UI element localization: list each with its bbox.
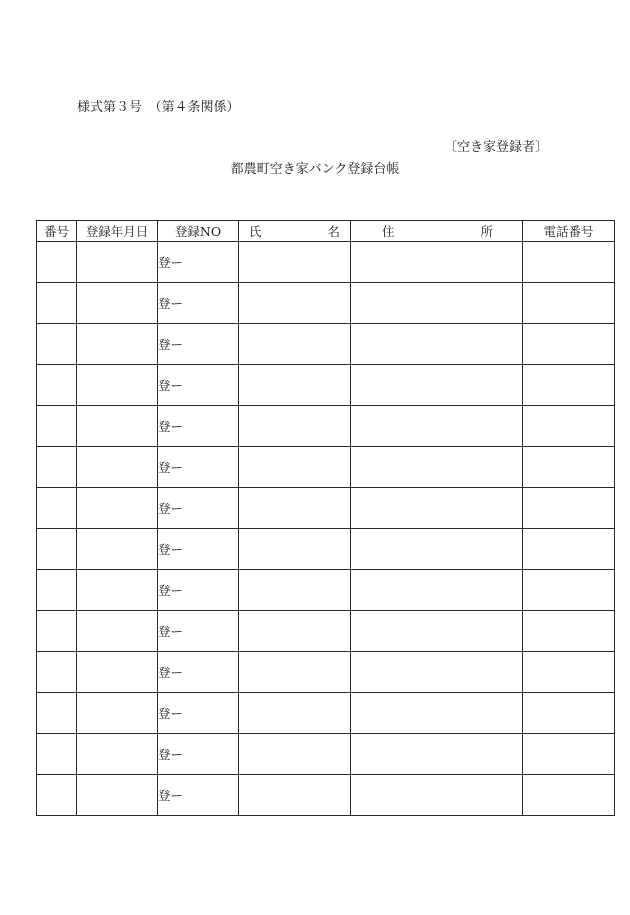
cell-address (351, 324, 523, 365)
cell-name (239, 611, 351, 652)
cell-address (351, 734, 523, 775)
register-table-header (37, 221, 615, 242)
header-address-part: 所 (480, 224, 493, 239)
cell-name (239, 283, 351, 324)
cell-phone (523, 652, 615, 693)
cell-reg-no: 登ー (158, 652, 239, 693)
cell-phone (523, 324, 615, 365)
cell-address (351, 529, 523, 570)
table-row (37, 693, 615, 734)
table-row (37, 570, 615, 611)
table-row (37, 365, 615, 406)
table-row (37, 775, 615, 816)
cell-phone (523, 242, 615, 283)
table-row (37, 324, 615, 365)
header-row (37, 221, 615, 242)
cell-address (351, 365, 523, 406)
cell-reg-no: 登ー (158, 611, 239, 652)
header-number: 番号 (37, 221, 77, 242)
cell-reg-no: 登ー (158, 693, 239, 734)
document-title: 都農町空き家バンク登録台帳 (230, 162, 400, 177)
cell-name (239, 242, 351, 283)
cell-number (37, 447, 77, 488)
cell-reg-no: 登ー (158, 324, 239, 365)
header-address-part: 住 (382, 224, 395, 239)
cell-number (37, 365, 77, 406)
cell-address (351, 693, 523, 734)
cell-address (351, 570, 523, 611)
cell-phone (523, 570, 615, 611)
cell-name (239, 488, 351, 529)
cell-name (239, 324, 351, 365)
cell-date (77, 447, 158, 488)
cell-number (37, 283, 77, 324)
cell-number (37, 611, 77, 652)
cell-reg-no: 登ー (158, 283, 239, 324)
cell-name (239, 775, 351, 816)
table-row (37, 242, 615, 283)
header-name-label (239, 222, 350, 240)
cell-phone (523, 283, 615, 324)
cell-phone (523, 447, 615, 488)
cell-number (37, 693, 77, 734)
header-name (239, 221, 351, 242)
cell-date (77, 611, 158, 652)
cell-phone (523, 775, 615, 816)
cell-phone (523, 693, 615, 734)
cell-number (37, 406, 77, 447)
cell-number (37, 488, 77, 529)
table-row (37, 283, 615, 324)
cell-name (239, 693, 351, 734)
table-row (37, 611, 615, 652)
cell-name (239, 734, 351, 775)
cell-name (239, 570, 351, 611)
table-row (37, 488, 615, 529)
cell-phone (523, 611, 615, 652)
cell-number (37, 324, 77, 365)
cell-date (77, 570, 158, 611)
cell-phone (523, 529, 615, 570)
header-address-label (351, 222, 522, 240)
header-phone: 電話番号 (523, 221, 615, 242)
header-name-part: 名 (327, 224, 340, 239)
form-number-label: 様式第３号 （第４条関係） (77, 100, 240, 115)
cell-phone (523, 488, 615, 529)
cell-reg-no: 登ー (158, 775, 239, 816)
table-row (37, 734, 615, 775)
cell-address (351, 775, 523, 816)
cell-reg-no: 登ー (158, 529, 239, 570)
cell-address (351, 488, 523, 529)
cell-name (239, 652, 351, 693)
register-table (36, 220, 615, 816)
header-registration-no: 登録NO (158, 221, 239, 242)
cell-date (77, 775, 158, 816)
register-table-body (37, 242, 615, 816)
cell-name (239, 365, 351, 406)
cell-name (239, 447, 351, 488)
cell-reg-no: 登ー (158, 406, 239, 447)
table-row (37, 447, 615, 488)
cell-name (239, 406, 351, 447)
cell-reg-no: 登ー (158, 365, 239, 406)
cell-phone (523, 734, 615, 775)
cell-date (77, 693, 158, 734)
cell-address (351, 611, 523, 652)
header-name-part: 氏 (249, 224, 262, 239)
cell-date (77, 488, 158, 529)
cell-address (351, 447, 523, 488)
cell-reg-no: 登ー (158, 734, 239, 775)
cell-phone (523, 406, 615, 447)
cell-address (351, 283, 523, 324)
cell-date (77, 283, 158, 324)
table-row (37, 529, 615, 570)
cell-number (37, 242, 77, 283)
cell-number (37, 652, 77, 693)
table-row (37, 652, 615, 693)
cell-date (77, 324, 158, 365)
cell-address (351, 652, 523, 693)
cell-reg-no: 登ー (158, 242, 239, 283)
table-row (37, 406, 615, 447)
cell-address (351, 242, 523, 283)
cell-name (239, 529, 351, 570)
cell-address (351, 406, 523, 447)
cell-reg-no: 登ー (158, 447, 239, 488)
cell-date (77, 529, 158, 570)
cell-reg-no: 登ー (158, 488, 239, 529)
cell-number (37, 570, 77, 611)
cell-number (37, 529, 77, 570)
cell-number (37, 734, 77, 775)
cell-date (77, 652, 158, 693)
header-address (351, 221, 523, 242)
registrant-category: 〔空き家登録者〕 (443, 140, 548, 155)
cell-phone (523, 365, 615, 406)
cell-date (77, 734, 158, 775)
cell-number (37, 775, 77, 816)
header-registration-date: 登録年月日 (77, 221, 158, 242)
cell-reg-no: 登ー (158, 570, 239, 611)
cell-date (77, 365, 158, 406)
cell-date (77, 242, 158, 283)
cell-date (77, 406, 158, 447)
